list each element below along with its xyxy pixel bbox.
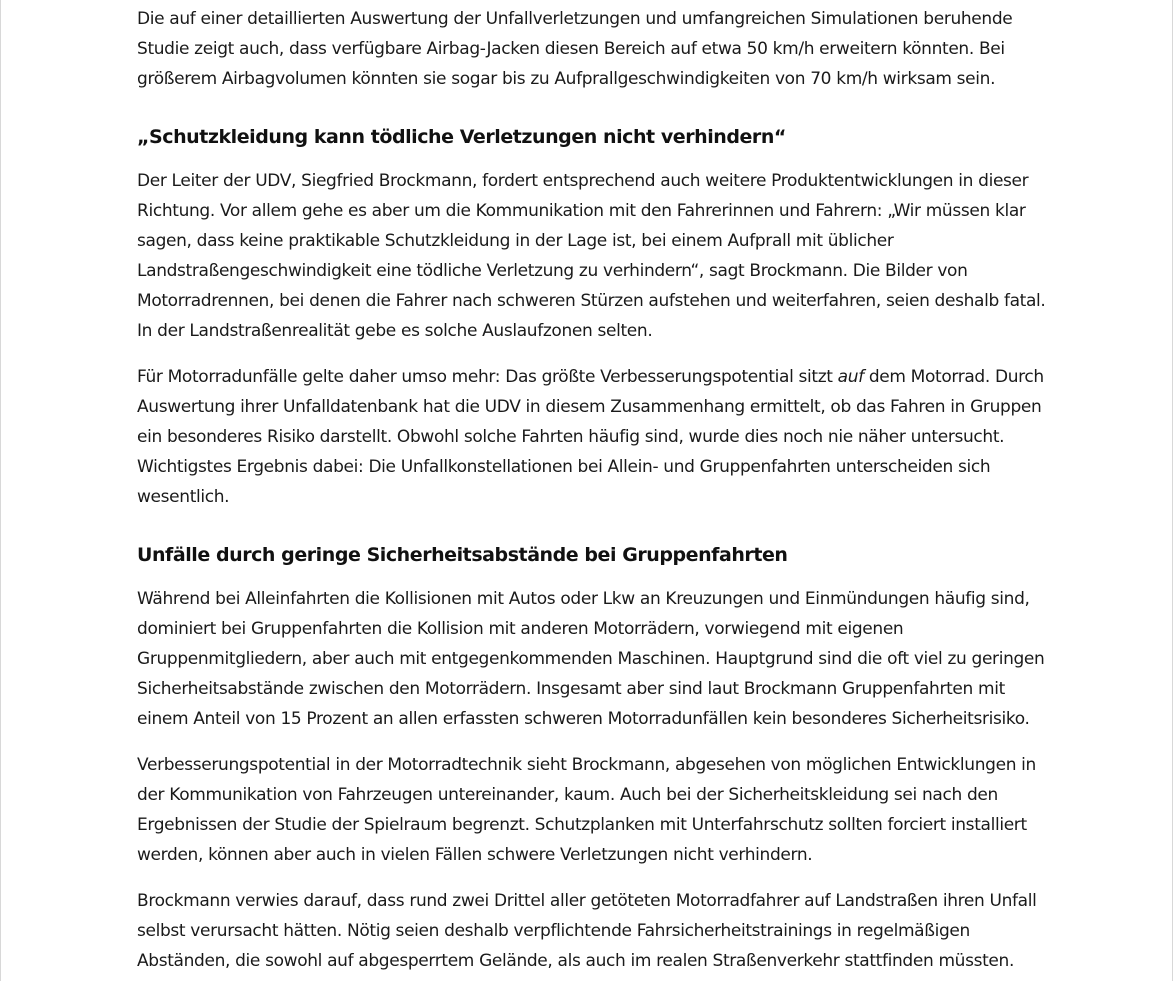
paragraph-text-before: Für Motorradunfälle gelte daher umso mehr: Das größte Verbesserungspotential sitzt bbox=[137, 367, 838, 387]
paragraph-improvement-potential bbox=[137, 362, 1047, 512]
emphasis-text: auf bbox=[837, 367, 864, 387]
article-body bbox=[137, 4, 1047, 992]
paragraph-udv-brockmann: Der Leiter der UDV, Siegfried Brockmann, fordert entsprechend auch weitere Produktentwicklungen in dieser Richtung. Vor allem gehe es aber um die Kommunikation mit den Fahrerinnen und Fahrern: „Wir müssen klar sagen, dass keine praktikable Schutzkleidung in der Lage ist, bei einem Aufprall mit üblicher Landstraßengeschwindigkeit eine tödliche Verletzung zu verhindern“, sagt Brockmann. Die Bilder von Motorradrennen, bei denen die Fahrer nach schweren Stürzen aufstehen und weiterfahren, seien deshalb fatal. In der Landstraßenrealität gebe es solche Auslaufzonen selten. bbox=[137, 171, 1046, 341]
paragraph-safety-training: Brockmann verwies darauf, dass rund zwei Drittel aller getöteten Motorradfahrer auf Landstraßen ihren Unfall selbst verursacht hätten. Nötig seien deshalb verpflichtende Fahrsicherheitstrainings in regelmäßigen Abständen, die sowohl auf abgesperrtem Gelände, als auch im realen Straßenverkehr stattfinden müssten. bbox=[137, 891, 1037, 971]
intro-paragraph: Die auf einer detaillierten Auswertung der Unfallverletzungen und umfangreichen Simulationen beruhende Studie zeigt auch, dass verfügbare Airbag-Jacken diesen Bereich auf etwa 50 km/h erweitern könnten. Bei größerem Airbagvolumen könnten sie sogar bis zu Aufprallgeschwindigkeiten von 70 km/h wirksam sein. bbox=[137, 9, 1013, 89]
paragraph-text-after: dem Motorrad. Durch Auswertung ihrer Unfalldatenbank hat die UDV in diesem Zusammenhang ermittelt, ob das Fahren in Gruppen ein besonderes Risiko darstellt. Obwohl solche Fahrten häufig sind, wurde dies noch nie näher untersucht. Wichtigstes Ergebnis dabei: Die Unfallkonstellationen bei Allein- und Gruppenfahrten unterscheiden sich wesentlich. bbox=[137, 367, 1044, 507]
section-heading-protective-clothing: „Schutzkleidung kann tödliche Verletzungen nicht verhindern“ bbox=[137, 126, 786, 148]
section-heading-group-rides: Unfälle durch geringe Sicherheitsabstände bei Gruppenfahrten bbox=[137, 544, 788, 566]
paragraph-motorcycle-technology: Verbesserungspotential in der Motorradtechnik sieht Brockmann, abgesehen von möglichen Entwicklungen in der Kommunikation von Fahrzeugen untereinander, kaum. Auch bei der Sicherheitskleidung sei nach den Ergebnissen der Studie der Spielraum begrenzt. Schutzplanken mit Unterfahrschutz sollten forciert installiert werden, können aber auch in vielen Fällen schwere Verletzungen nicht verhindern. bbox=[137, 755, 1036, 865]
paragraph-group-collisions: Während bei Alleinfahrten die Kollisionen mit Autos oder Lkw an Kreuzungen und Einmündungen häufig sind, dominiert bei Gruppenfahrten die Kollision mit anderen Motorrädern, vorwiegend mit eigenen Gruppenmitgliedern, aber auch mit entgegenkommenden Maschinen. Hauptgrund sind die oft viel zu geringen Sicherheitsabstände zwischen den Motorrädern. Insgesamt aber sind laut Brockmann Gruppenfahrten mit einem Anteil von 15 Prozent an allen erfassten schweren Motorradunfällen kein besonderes Sicherheitsrisiko. bbox=[137, 589, 1045, 729]
